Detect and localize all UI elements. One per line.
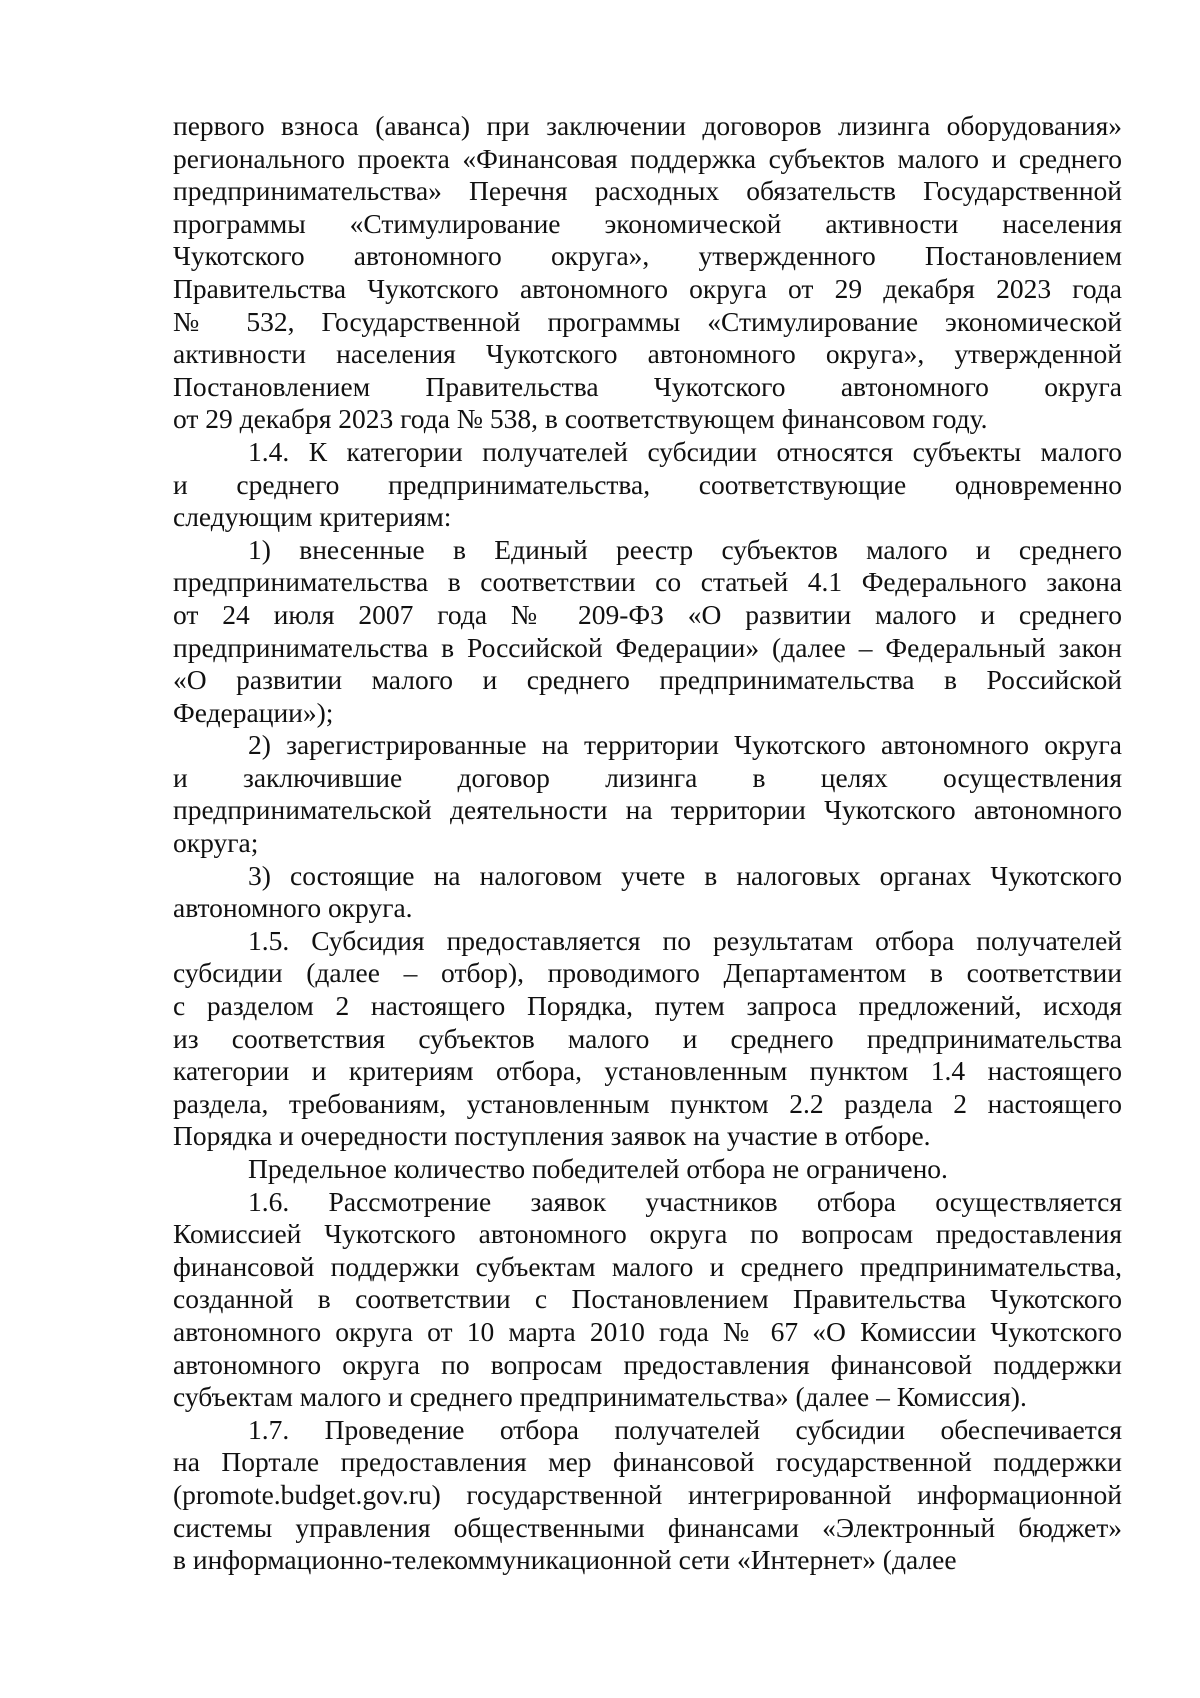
text-line: 1) внесенные в Единый реестр субъектов малого и среднего [248,533,1122,565]
text-line: Комиссией Чукотского автономного округа по вопросам предоставления [173,1218,1122,1250]
text-line: на Портале предоставления мер финансовой государственной поддержки [173,1446,1122,1478]
text-line: предпринимательства в Российской Федерации» (далее – Федеральный закон [173,631,1122,663]
text-line: субъектам малого и среднего предпринимательства» (далее – Комиссия). [173,1381,1027,1413]
paragraph-1-6 [173,1186,1122,1414]
text-line: категории и критериям отбора, установленным пунктом 1.4 настоящего [173,1055,1122,1087]
text-line: предпринимательства в соответствии со статьей 4.1 Федерального закона [173,566,1122,598]
paragraph-1-5-winners-limit [173,1153,1122,1186]
text-line: округа; [173,827,259,859]
paragraph-1-5 [173,925,1122,1153]
text-line: № 532, Государственной программы «Стимулирование экономической [173,305,1122,337]
text-line: предпринимательской деятельности на территории Чукотского автономного [173,794,1122,826]
document-page [173,110,1122,1577]
text-line: в информационно-телекоммуникационной сети «Интернет» (далее [173,1544,957,1576]
text-line: созданной в соответствии с Постановлением Правительства Чукотского [173,1283,1122,1315]
text-line: автономного округа от 10 марта 2010 года № 67 «О Комиссии Чукотского [173,1315,1122,1347]
text-line: Предельное количество победителей отбора не ограничено. [248,1153,948,1184]
text-line: (promote.budget.gov.ru) государственной интегрированной информационной [173,1478,1122,1510]
text-line: из соответствия субъектов малого и среднего предпринимательства [173,1022,1122,1054]
text-line: Правительства Чукотского автономного округа от 29 декабря 2023 года [173,272,1122,304]
text-line: и среднего предпринимательства, соответствующие одновременно [173,468,1122,500]
paragraph-1-4-item-3 [173,860,1122,925]
paragraph-continuation [173,110,1122,436]
text-line: 1.5. Субсидия предоставляется по результатам отбора получателей [248,924,1122,956]
text-line: Чукотского автономного округа», утвержденного Постановлением [173,240,1122,272]
text-line: автономного округа по вопросам предоставления финансовой поддержки [173,1348,1122,1380]
text-line: 2) зарегистрированные на территории Чукотского автономного округа [248,729,1122,761]
text-line: предпринимательства» Перечня расходных обязательств Государственной [173,175,1122,207]
text-line: системы управления общественными финансами «Электронный бюджет» [173,1511,1122,1543]
text-line: «О развитии малого и среднего предпринимательства в Российской [173,664,1122,696]
text-line: 1.7. Проведение отбора получателей субсидии обеспечивается [248,1413,1122,1445]
text-line: Порядка и очередности поступления заявок на участие в отборе. [173,1120,931,1152]
text-line: финансовой поддержки субъектам малого и среднего предпринимательства, [173,1250,1122,1282]
text-line: Постановлением Правительства Чукотского автономного округа [173,370,1122,402]
text-line: 3) состоящие на налоговом учете в налоговых органах Чукотского [248,859,1122,891]
text-line: программы «Стимулирование экономической активности населения [173,207,1122,239]
text-line: от 29 декабря 2023 года № 538, в соответствующем финансовом году. [173,403,988,435]
text-line: автономного округа. [173,892,413,924]
text-line: 1.4. К категории получателей субсидии относятся субъекты малого [248,435,1122,467]
text-line: 1.6. Рассмотрение заявок участников отбора осуществляется [248,1185,1122,1217]
text-line: от 24 июля 2007 года № 209-ФЗ «О развитии малого и среднего [173,598,1122,630]
text-line: субсидии (далее – отбор), проводимого Департаментом в соответствии [173,957,1122,989]
text-line: с разделом 2 настоящего Порядка, путем запроса предложений, исходя [173,990,1122,1022]
text-line: активности населения Чукотского автономного округа», утвержденной [173,338,1122,370]
paragraph-1-4-item-1 [173,534,1122,730]
text-line: раздела, требованиям, установленным пунктом 2.2 раздела 2 настоящего [173,1087,1122,1119]
text-line: и заключившие договор лизинга в целях осуществления [173,761,1122,793]
text-line: Федерации»); [173,696,334,728]
text-line: следующим критериям: [173,501,452,533]
text-line: регионального проекта «Финансовая поддержка субъектов малого и среднего [173,142,1122,174]
paragraph-1-4 [173,436,1122,534]
text-line: первого взноса (аванса) при заключении договоров лизинга оборудования» [173,110,1122,141]
paragraph-1-4-item-2 [173,729,1122,859]
paragraph-1-7 [173,1414,1122,1577]
